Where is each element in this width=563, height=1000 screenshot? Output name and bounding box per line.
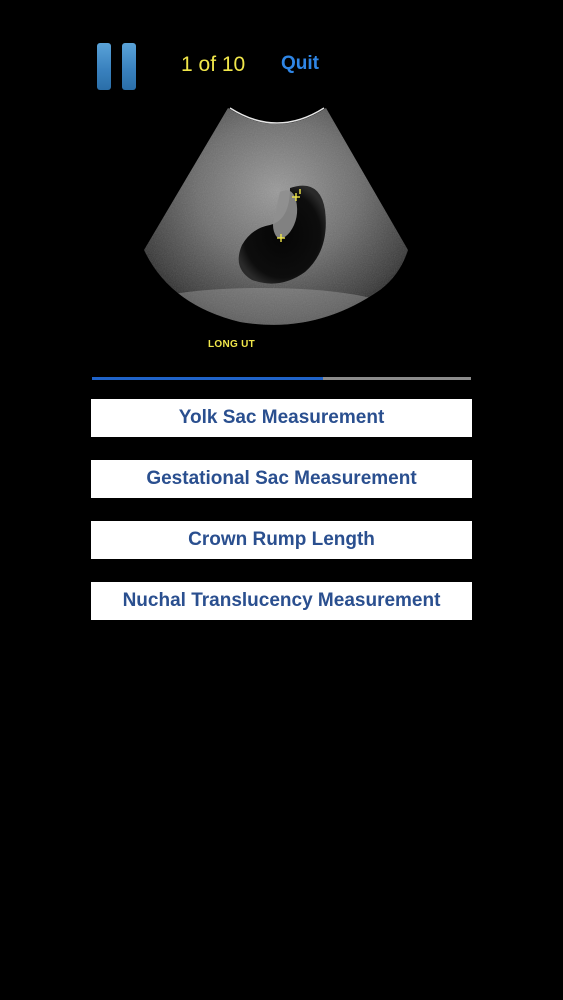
quit-button[interactable]: Quit	[281, 53, 319, 74]
answer-button-yolk-sac[interactable]: Yolk Sac Measurement	[91, 399, 472, 437]
answer-button-nuchal-translucency[interactable]: Nuchal Translucency Measurement	[91, 582, 472, 620]
answer-button-gestational-sac[interactable]: Gestational Sac Measurement	[91, 460, 472, 498]
pause-icon-left-bar	[97, 43, 111, 90]
answer-list	[91, 399, 472, 643]
pause-icon-right-bar	[122, 43, 136, 90]
scan-label: LONG UT	[208, 339, 256, 350]
progress-bar	[92, 377, 471, 380]
question-counter: 1 of 10	[181, 53, 246, 76]
answer-button-crown-rump-length[interactable]: Crown Rump Length	[91, 521, 472, 559]
progress-bar-fill	[92, 377, 323, 380]
ultrasound-image	[140, 100, 415, 340]
pause-button[interactable]	[97, 43, 137, 90]
